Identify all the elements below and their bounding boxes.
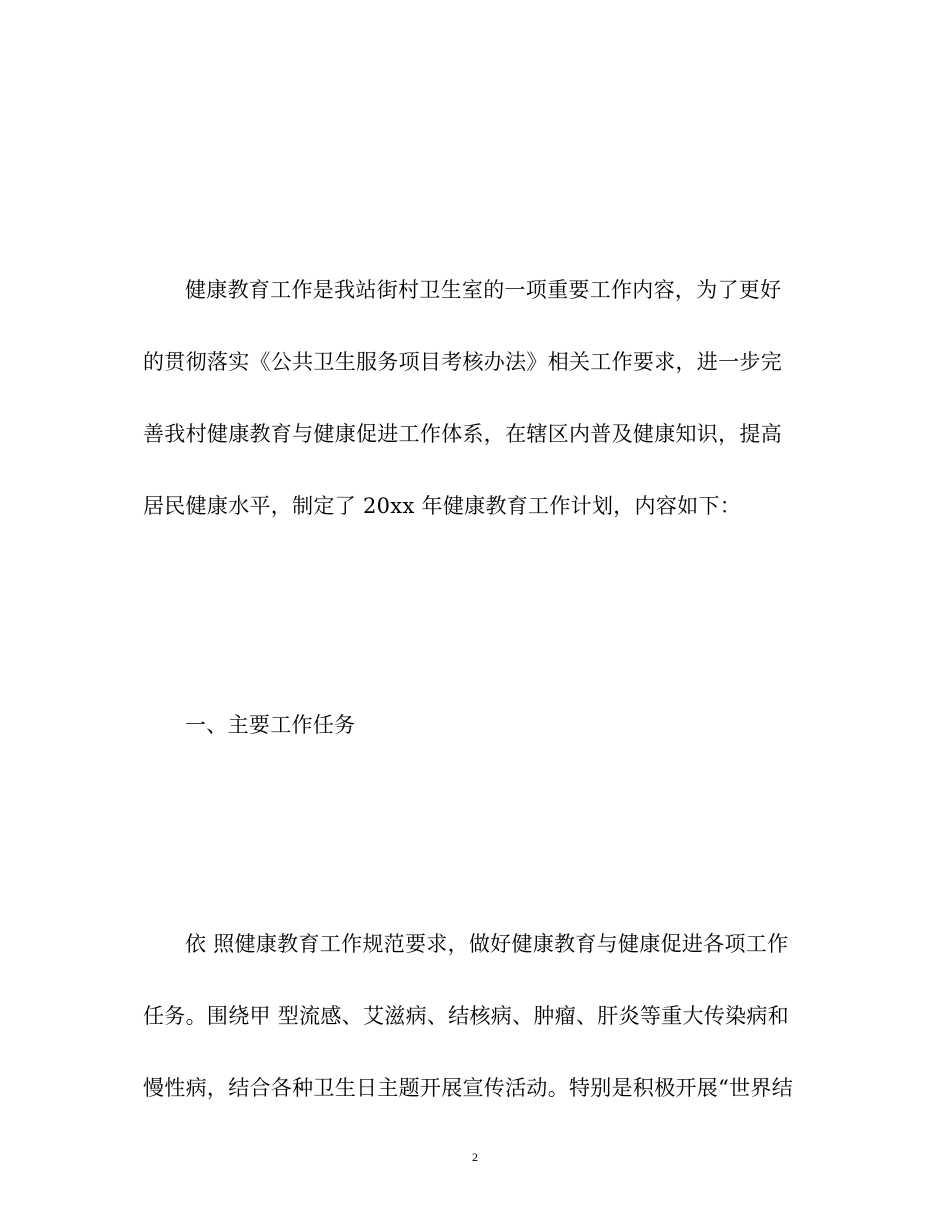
page-number: 2 — [472, 1150, 478, 1164]
paragraph-2-line-1: 依 照健康教育工作规范要求，做好健康教育与健康促进各项工作 — [185, 932, 789, 956]
paragraph-1-line-1: 健康教育工作是我站街村卫生室的一项重要工作内容，为了更好 — [185, 278, 782, 302]
paragraph-1-line-4: 居民健康水平，制定了 20xx 年健康教育工作计划，内容如下： — [143, 494, 742, 518]
paragraph-2-line-2: 任务。围绕甲 型流感、艾滋病、结核病、肿瘤、肝炎等重大传染病和 — [143, 1004, 789, 1028]
section-heading-1: 一、主要工作任务 — [185, 713, 356, 737]
paragraph-2-line-3: 慢性病，结合各种卫生日主题开展宣传活动。特别是积极开展“世界结 — [143, 1076, 794, 1100]
paragraph-1-line-3: 善我村健康教育与健康促进工作体系，在辖区内普及健康知识，提高 — [143, 422, 782, 446]
paragraph-1-line-2: 的贯彻落实《公共卫生服务项目考核办法》相关工作要求，进一步完 — [143, 350, 782, 374]
